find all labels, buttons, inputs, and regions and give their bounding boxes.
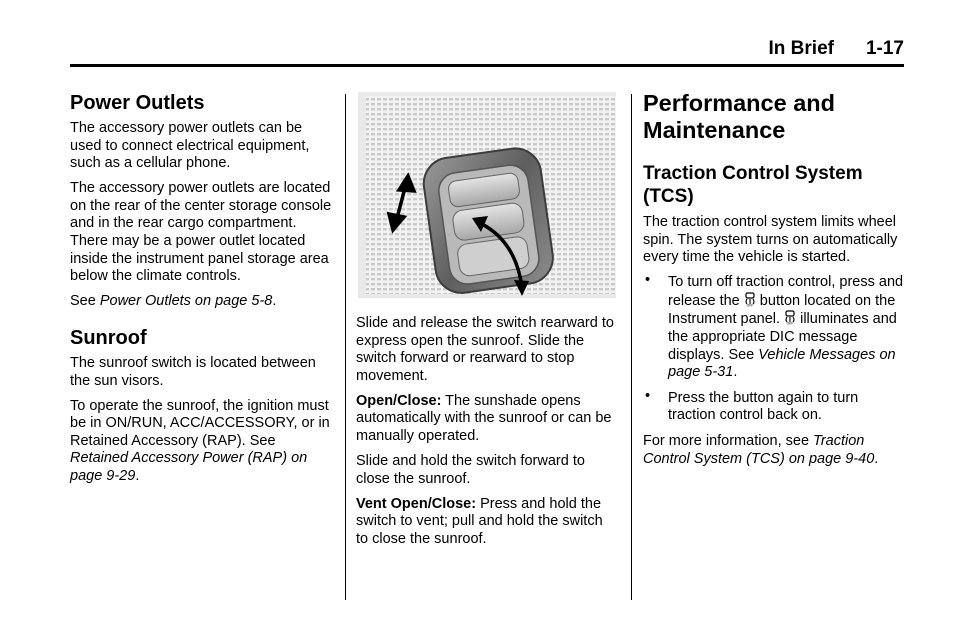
bullet-item <box>643 274 905 382</box>
sunroof-p2-text: To operate the sunroof, the ignition must be in ON/RUN, ACC/ACCESSORY, or in Retained Accessory (RAP). See <box>70 397 330 449</box>
vehicle-messages-link[interactable]: Vehicle Messages on page 5-31 <box>668 346 896 381</box>
bullet-1-text-a: To turn off traction control, press and release the <box>668 274 904 309</box>
bullet-dot: • <box>645 387 651 404</box>
sunroof-p2-suffix: . <box>135 468 140 484</box>
column-2 <box>356 92 618 556</box>
power-outlets-heading: Power Outlets <box>70 92 205 114</box>
vent-label: Vent Open/Close: <box>356 495 477 512</box>
see-prefix: See <box>70 293 100 310</box>
column-1 <box>70 92 334 493</box>
traction-control-off-icon <box>784 310 796 325</box>
sunroof-p2 <box>70 398 334 486</box>
svg-text:OFF: OFF <box>786 322 794 326</box>
bullet-1-text-b: button located on the Instrument panel. <box>668 292 896 328</box>
page-header <box>70 38 904 64</box>
page-number: 1-17 <box>865 38 904 59</box>
section-title: In Brief <box>768 38 834 59</box>
see-suffix: . <box>272 293 277 310</box>
bullet-item <box>643 387 905 425</box>
vent-text: Press and hold the switch to vent; pull and hold the switch to close the sunroof. <box>356 495 603 548</box>
power-outlets-see <box>70 293 334 311</box>
bullet-1-end: . <box>733 364 738 381</box>
vent-paragraph <box>356 496 618 549</box>
more-prefix: For more information, see <box>643 433 814 450</box>
more-info <box>643 433 905 468</box>
tcs-link[interactable]: Traction Control System (TCS) on page 9-40 <box>643 433 875 467</box>
sunroof-slide-text: Slide and release the switch rearward to express open the sunroof. Slide the switch forward or rearward to stop movement. <box>356 315 614 384</box>
power-outlets-link[interactable]: Power Outlets on page 5-8 <box>99 293 273 310</box>
column-divider <box>631 94 632 600</box>
bullet-2-text: Press the button again to turn traction control back on. <box>668 389 859 424</box>
header-rule <box>70 64 904 67</box>
column-divider <box>345 94 346 600</box>
header-text <box>769 38 904 60</box>
bullet-dot: • <box>645 272 651 289</box>
svg-text:OFF: OFF <box>746 303 754 307</box>
sunroof-switch-illustration <box>358 92 616 298</box>
bullet-1-text-c: illuminates and the appropriate DIC message displays. See <box>668 311 897 363</box>
sunroof-p1: The sunroof switch is located between the sun visors. <box>70 354 316 389</box>
section-heading: Performance and Maintenance <box>643 90 835 143</box>
power-outlets-p2: The accessory power outlets are located on the rear of the center storage console and in the rear cargo compartment. There may be a power outlet located inside the instrument panel storage area below the climate controls. <box>70 180 332 285</box>
open-close-text: The sunshade opens automatically with the sunroof or can be manually operated. <box>356 392 612 445</box>
sunroof-heading: Sunroof <box>70 326 147 349</box>
rap-link[interactable]: Retained Accessory Power (RAP) on page 9-29 <box>70 450 308 484</box>
open-close-label: Open/Close: <box>356 392 442 409</box>
more-suffix: . <box>874 450 879 467</box>
column-3 <box>643 90 905 476</box>
tcs-heading: Traction Control System (TCS) <box>643 163 863 207</box>
traction-control-off-icon <box>744 292 756 307</box>
open-close-paragraph <box>356 393 618 446</box>
close-sunroof-text: Slide and hold the switch forward to close the sunroof. <box>356 453 585 487</box>
power-outlets-p1: The accessory power outlets can be used to connect electrical equipment, such as a cellular phone. <box>70 120 310 172</box>
tcs-intro: The traction control system limits wheel spin. The system turns on automatically every time the vehicle is started. <box>643 214 898 266</box>
